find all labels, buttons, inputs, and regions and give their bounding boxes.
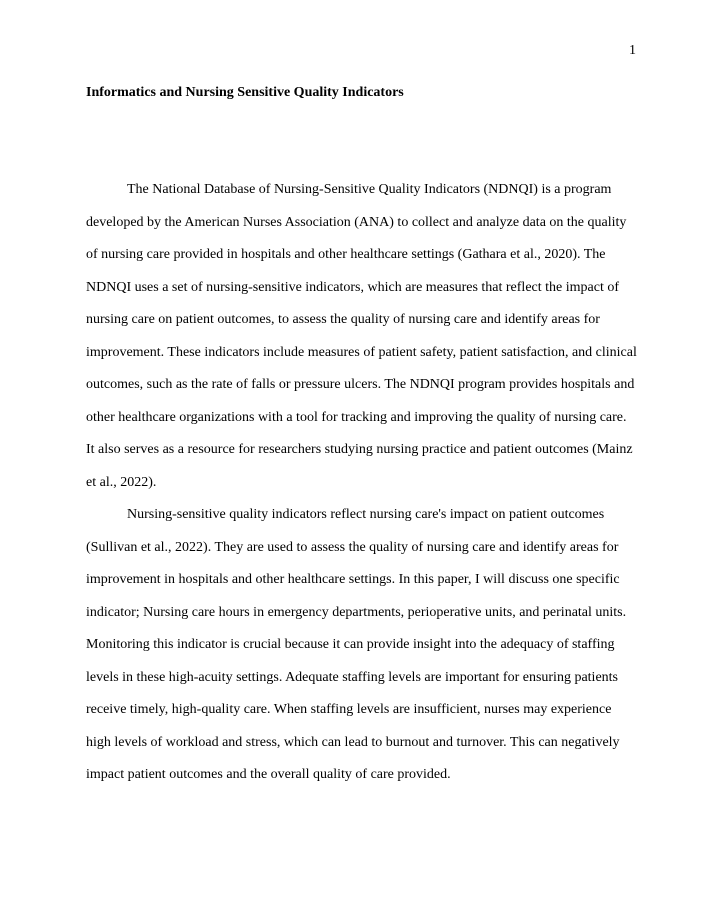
document-body — [86, 174, 638, 792]
document-title: Informatics and Nursing Sensitive Quality Indicators — [86, 85, 404, 100]
paragraph: The National Database of Nursing-Sensitive Quality Indicators (NDNQI) is a program developed by the American Nurses Association (ANA) to collect and analyze data on the quality of nursing care provided in hospitals and other healthcare settings (Gathara et al., 2020). The NDNQI uses a set of nursing-sensitive indicators, which are measures that reflect the impact of nursing care on patient outcomes, to assess the quality of nursing care and identify areas for improvement. These indicators include measures of patient safety, patient satisfaction, and clinical outcomes, such as the rate of falls or pressure ulcers. The NDNQI program provides hospitals and other healthcare organizations with a tool for tracking and improving the quality of nursing care. It also serves as a resource for researchers studying nursing practice and patient outcomes (Mainz et al., 2022). — [86, 182, 637, 490]
paragraph: Nursing-sensitive quality indicators reflect nursing care's impact on patient outcomes (Sullivan et al., 2022). They are used to assess the quality of nursing care and identify areas for improvement in hospitals and other healthcare settings. In this paper, I will discuss one specific indicator; Nursing care hours in emergency departments, perioperative units, and perinatal units. Monitoring this indicator is crucial because it can provide insight into the adequacy of staffing levels in these high-acuity settings. Adequate staffing levels are important for ensuring patients receive timely, high-quality care. When staffing levels are insufficient, nurses may experience high levels of workload and stress, which can lead to burnout and turnover. This can negatively impact patient outcomes and the overall quality of care provided. — [86, 507, 627, 782]
page-number: 1 — [629, 43, 636, 58]
